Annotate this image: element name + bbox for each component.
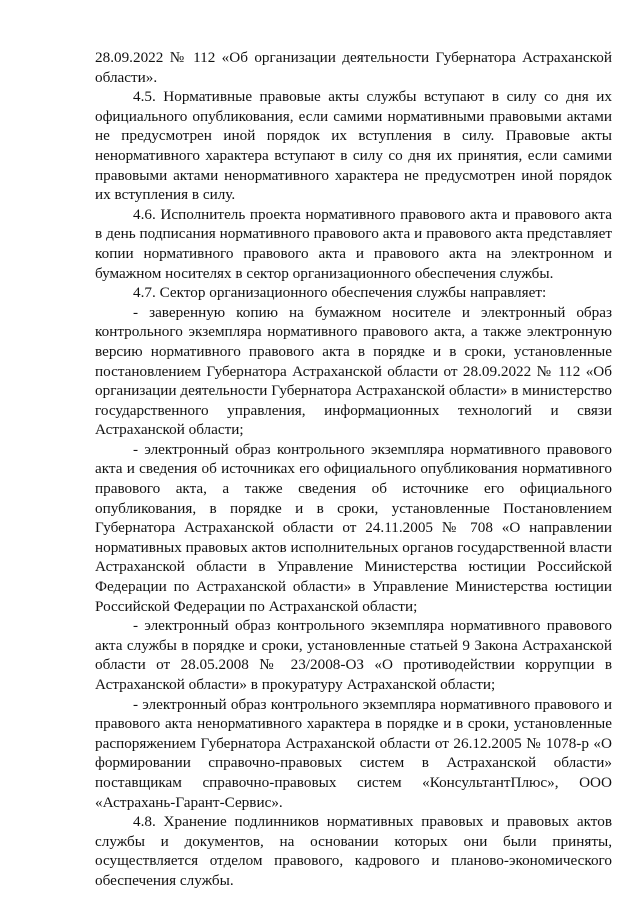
list-item-justice-ministry: - электронный образ контрольного экземпляра нормативного правового акта и сведения об источниках его официального опубликования нормативного правового акта, а также сведения об источнике его официального опубликования, в порядке и в сроки, установленные Постановлением Губернатора Астраханской области от 24.11.2005 № 708 «О направлении нормативных правовых актов исполнительных органов государственной власти Астраханской области в Управление Министерства юстиции Российской Федерации по Астраханской области» в Управление Министерства юстиции Российской Федерации по Астраханской области; bbox=[95, 440, 612, 615]
paragraph-4-5: 4.5. Нормативные правовые акты службы вступают в силу со дня их официального опубликования, если самими нормативными правовыми актами не предусмотрен иной порядок их вступления в силу. Правовые акты ненормативного характера вступают в силу со дня их принятия, если самими правовыми актами ненормативного характера не предусмотрен иной порядок их вступления в силу. bbox=[95, 88, 612, 204]
paragraph-continuation: 28.09.2022 № 112 «Об организации деятельности Губернатора Астраханской области». bbox=[95, 49, 612, 86]
paragraph-4-6: 4.6. Исполнитель проекта нормативного правового акта и правового акта в день подписания нормативного правового акта и правового акта представляет копии нормативного правового акта и правового акта на электронном и бумажном носителях в сектор организационного обеспечения службы. bbox=[95, 205, 612, 282]
document-page bbox=[95, 48, 612, 891]
list-item-prosecutor: - электронный образ контрольного экземпляра нормативного правового акта службы в порядке и сроки, установленные статьей 9 Закона Астраханской области от 28.05.2008 № 23/2008-ОЗ «О противодействии коррупции в Астраханской области» в прокуратуру Астраханской области; bbox=[95, 617, 612, 693]
list-item-ministry: - заверенную копию на бумажном носителе и электронный образ контрольного экземпляра нормативного правового акта, а также электронную версию нормативного правового акта в порядке и в сроки, установленные постановлением Губернатора Астраханской области от 28.09.2022 № 112 «Об организации деятельности Губернатора Астраханской области» в министерство государственного управления, информационных технологий и связи Астраханской области; bbox=[95, 303, 612, 439]
paragraph-4-7: 4.7. Сектор организационного обеспечения службы направляет: bbox=[133, 284, 547, 302]
list-item-legal-systems: - электронный образ контрольного экземпляра нормативного правового и правового акта ненормативного характера в порядке и в сроки, установленные распоряжением Губернатора Астраханской области от 26.12.2005 № 1078-р «О формировании справочно-правовых систем в Астраханской области» поставщикам справочно-правовых систем «КонсультантПлюс», ООО «Астрахань-Гарант-Сервис». bbox=[95, 695, 612, 811]
paragraph-4-8: 4.8. Хранение подлинников нормативных правовых и правовых актов службы и документов, на основании которых они были приняты, осуществляется отделом правового, кадрового и планово-экономического обеспечения службы. bbox=[95, 813, 612, 889]
